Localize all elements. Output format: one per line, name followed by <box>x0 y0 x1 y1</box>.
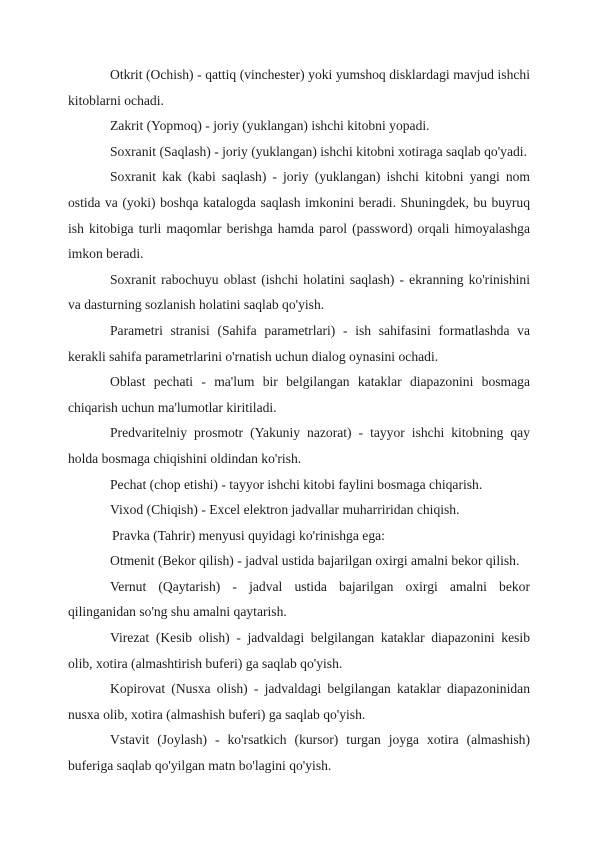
paragraph-predvaritelniy-prosmotr: Predvaritelniy prosmotr (Yakuniy nazorat) - tayyor ishchi kitobning qay holda bosmaga chiqishini oldindan ko'rish. <box>68 425 530 466</box>
paragraph-pechat: Pechat (chop etishi) - tayyor ishchi kitobi faylini bosmaga chiqarish. <box>110 476 483 492</box>
paragraph-vernut: Vernut (Qaytarish) - jadval ustida bajarilgan oxirgi amalni bekor qilinganidan so'ng shu amalni qaytarish. <box>68 578 530 620</box>
paragraph-pravka-menu: Pravka (Tahrir) menyusi quyidagi ko'rinishga ega: <box>112 527 385 543</box>
document-body <box>68 62 530 779</box>
paragraph-kopirovat: Kopirovat (Nusxa olish) - jadvaldagi belgilangan kataklar diapazoninidan nusxa olib, xotira (almashish buferi) ga saqlab qo'yish. <box>68 681 530 722</box>
paragraph-soxranit-rabochuyu-oblast: Soxranit rabochuyu oblast (ishchi holatini saqlash) - ekranning ko'rinishini va dasturning sozlanish holatini saqlab qo'yish. <box>68 271 530 313</box>
paragraph-vstavit: Vstavit (Joylash) - ko'rsatkich (kursor) turgan joyga xotira (almashish) buferiga saqlab qo'yilgan matn bo'lagini qo'yish. <box>68 732 530 774</box>
paragraph-virezat: Virezat (Kesib olish) - jadvaldagi belgilangan kataklar diapazonini kesib olib, xotira (almashtirish buferi) ga saqlab qo'yish. <box>68 630 530 671</box>
paragraph-soxranit: Soxranit (Saqlash) - joriy (yuklangan) ishchi kitobni xotiraga saqlab qo'yadi. <box>110 143 527 159</box>
paragraph-otmenit: Otmenit (Bekor qilish) - jadval ustida bajarilgan oxirgi amalni bekor qilish. <box>110 553 520 569</box>
paragraph-soxranit-kak: Soxranit kak (kabi saqlash) - joriy (yuklangan) ishchi kitobni yangi nom ostida va (yoki) boshqa katalogda saqlash imkonini beradi. Shuningdek, bu buyruq ish kitobiga turli maqomlar berishga hamda parol (password) orqali himoyalashga imkon beradi. <box>68 169 530 262</box>
paragraph-zakrit: Zakrit (Yopmoq) - joriy (yuklangan) ishchi kitobni yopadi. <box>110 118 430 134</box>
paragraph-parametri-stranisi: Parametri stranisi (Sahifa parametrlari) - ish sahifasini formatlashda va kerakli sahifa parametrlarini o'rnatish uchun dialog oynasini ochadi. <box>68 322 530 364</box>
paragraph-vixod: Vixod (Chiqish) - Excel elektron jadvallar muharriridan chiqish. <box>110 502 460 518</box>
paragraph-oblast-pechati: Oblast pechati - ma'lum bir belgilangan kataklar diapazonini bosmaga chiqarish uchun ma'lumotlar kiritiladi. <box>68 374 530 415</box>
paragraph-otkrit: Otkrit (Ochish) - qattiq (vinchester) yoki yumshoq disklardagi mavjud ishchi kitoblarni ochadi. <box>68 67 530 108</box>
